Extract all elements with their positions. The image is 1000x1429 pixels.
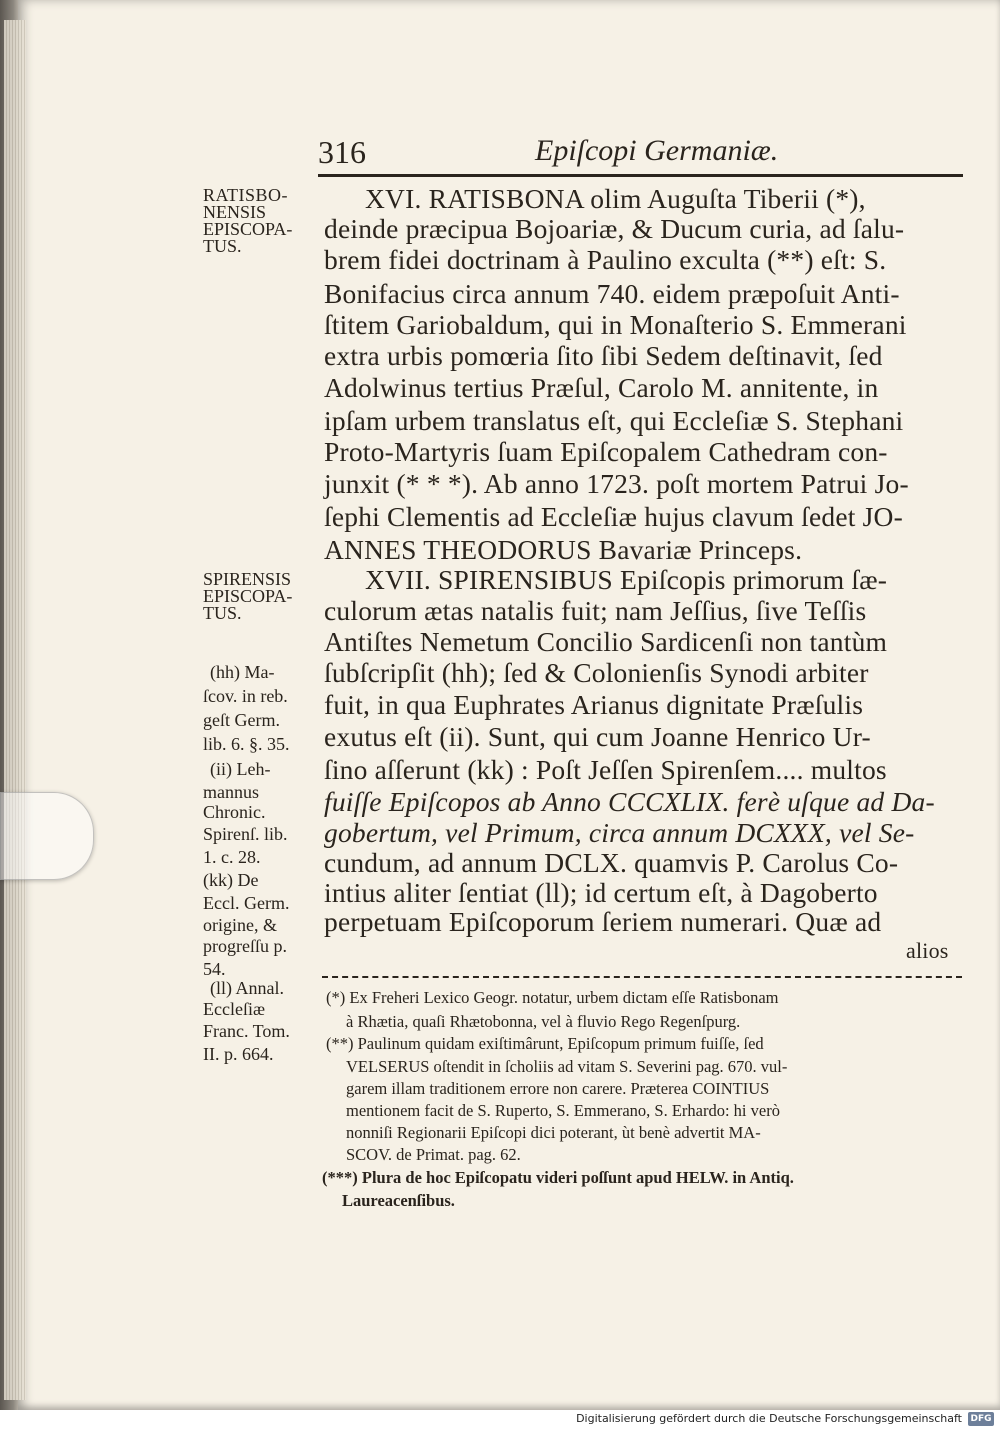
margin-note: ſcov. in reb. xyxy=(203,686,288,706)
body-line: ſubſcripſit (hh); ſed & Colonienſis Synodi arbiter xyxy=(324,657,869,688)
body-line: deinde præcipua Bojoariæ, & Ducum curia, ad ſalu- xyxy=(324,213,905,244)
margin-note: lib. 6. §. 35. xyxy=(203,734,290,754)
page-number: 316 xyxy=(318,134,366,170)
margin-note: (hh) Ma- xyxy=(210,662,275,682)
footnote-rule xyxy=(322,976,962,978)
catchword: alios xyxy=(906,938,949,963)
margin-note: Eccl. Germ. xyxy=(203,893,290,913)
footnote-line: (*) Ex Freheri Lexico Geogr. notatur, urbem dictam eſſe Ratisbonam xyxy=(326,988,779,1007)
footnote-line: garem illam traditionem errore non carere. Præterea COINTIUS xyxy=(346,1079,770,1098)
margin-heading: RATISBO- xyxy=(203,185,289,205)
footnote-line: nonniſi Regionarii Epiſcopi dici poterant, ùt benè advertit MA- xyxy=(346,1123,761,1142)
body-line: Adolwinus tertius Præſul, Carolo M. annitente, in xyxy=(324,372,879,403)
running-title: Epiſcopi Germaniæ. xyxy=(535,134,779,167)
body-line: Bonifacius circa annum 740. eidem præpoſuit Anti- xyxy=(324,278,900,309)
margin-note: geſt Germ. xyxy=(203,710,280,730)
body-line: ſino aſſerunt (kk) : Poſt Jeſſen Spirenſem.... multos xyxy=(324,754,887,785)
body-line: ſephi Clementis ad Eccleſiæ hujus clavum ſedet JO- xyxy=(324,501,903,532)
footnote-line: SCOV. de Primat. pag. 62. xyxy=(346,1145,521,1164)
footnote-line: à Rhætia, quaſi Rhætobonna, vel à fluvio Rego Regenſpurg. xyxy=(346,1012,741,1031)
body-line: XVI. RATISBONA olim Auguſta Tiberii (*), xyxy=(365,183,866,214)
body-line: Proto-Martyris ſuam Epiſcopalem Cathedram con- xyxy=(324,436,888,467)
margin-note: Eccleſiæ xyxy=(203,999,265,1019)
margin-heading: TUS. xyxy=(203,236,242,256)
page-clip xyxy=(0,792,94,880)
body-line: fuit, in qua Euphrates Arianus dignitate Præſulis xyxy=(324,689,864,720)
body-line: XVII. SPIRENSIBUS Epiſcopis primorum ſæ- xyxy=(365,564,888,595)
margin-note: mannus xyxy=(203,782,259,802)
body-line: exutus eſt (ii). Sunt, qui cum Joanne Henrico Ur- xyxy=(324,721,871,752)
footnote-line: (***) Plura de hoc Epiſcopatu videri poſſunt apud HELW. in Antiq. xyxy=(322,1168,794,1187)
page-edges xyxy=(4,20,26,1400)
dfg-logo-icon: DFG xyxy=(968,1412,994,1426)
body-line: Antiſtes Nemetum Concilio Sardicenſi non tantùm xyxy=(324,626,888,657)
margin-note: Chronic. xyxy=(203,802,266,822)
margin-note: (ll) Annal. xyxy=(210,978,284,998)
footnote-line: (**) Paulinum quidam exiſtimârunt, Epiſcopum primum fuiſſe, ſed xyxy=(326,1034,764,1053)
header-rule xyxy=(318,174,963,177)
body-line: ſtitem Gariobaldum, qui in Monaſterio S. Emmerani xyxy=(324,309,907,340)
body-line: intius aliter ſentiat (ll); id certum eſt, à Dagoberto xyxy=(324,877,878,908)
margin-heading: EPISCOPA- xyxy=(203,586,293,606)
margin-note: 54. xyxy=(203,959,226,979)
body-line: culorum ætas natalis fuit; nam Jeſſius, ſive Teſſis xyxy=(324,595,867,626)
margin-note: (kk) De xyxy=(203,870,259,890)
margin-heading: EPISCOPA- xyxy=(203,219,293,239)
body-line: ANNES THEODORUS Bavariæ Princeps. xyxy=(324,534,803,565)
margin-note: Spirenſ. lib. xyxy=(203,824,288,844)
footnote-line: Laureacenſibus. xyxy=(342,1191,455,1210)
body-line: extra urbis pomœria ſito ſibi Sedem deſtinavit, ſed xyxy=(324,340,883,371)
body-line: perpetuam Epiſcoporum ſeriem numerari. Quæ ad xyxy=(324,906,882,937)
footnote-line: VELSERUS oſtendit in ſcholiis ad vitam S. Severini pag. 670. vul- xyxy=(346,1057,788,1076)
margin-note: progreſſu p. xyxy=(203,936,287,956)
body-line: gobertum, vel Primum, circa annum DCXXX, vel Se- xyxy=(324,817,915,848)
body-line: cundum, ad annum DCLX. quamvis P. Carolus Co- xyxy=(324,847,899,878)
margin-heading: SPIRENSIS xyxy=(203,569,292,589)
margin-note: (ii) Leh- xyxy=(210,759,271,779)
margin-note: origine, & xyxy=(203,915,277,935)
footer-credit: Digitalisierung gefördert durch die Deutsche Forschungsgemeinschaft xyxy=(576,1412,962,1425)
body-line: junxit (* * *). Ab anno 1723. poſt mortem Patrui Jo- xyxy=(324,468,909,499)
margin-note: II. p. 664. xyxy=(203,1044,274,1064)
body-line: ipſam urbem translatus eſt, qui Eccleſiæ S. Stephani xyxy=(324,405,904,436)
footnote-line: mentionem facit de S. Ruperto, S. Emmerano, S. Erhardo: hi verò xyxy=(346,1101,780,1120)
margin-note: Franc. Tom. xyxy=(203,1021,290,1041)
margin-heading: NENSIS xyxy=(203,202,267,222)
margin-heading: TUS. xyxy=(203,603,242,623)
margin-note: 1. c. 28. xyxy=(203,847,261,867)
body-line: fuiſſe Epiſcopos ab Anno CCCXLIX. ferè uſque ad Da- xyxy=(324,786,935,817)
body-line: brem fidei doctrinam à Paulino exculta (**) eſt: S. xyxy=(324,244,887,275)
